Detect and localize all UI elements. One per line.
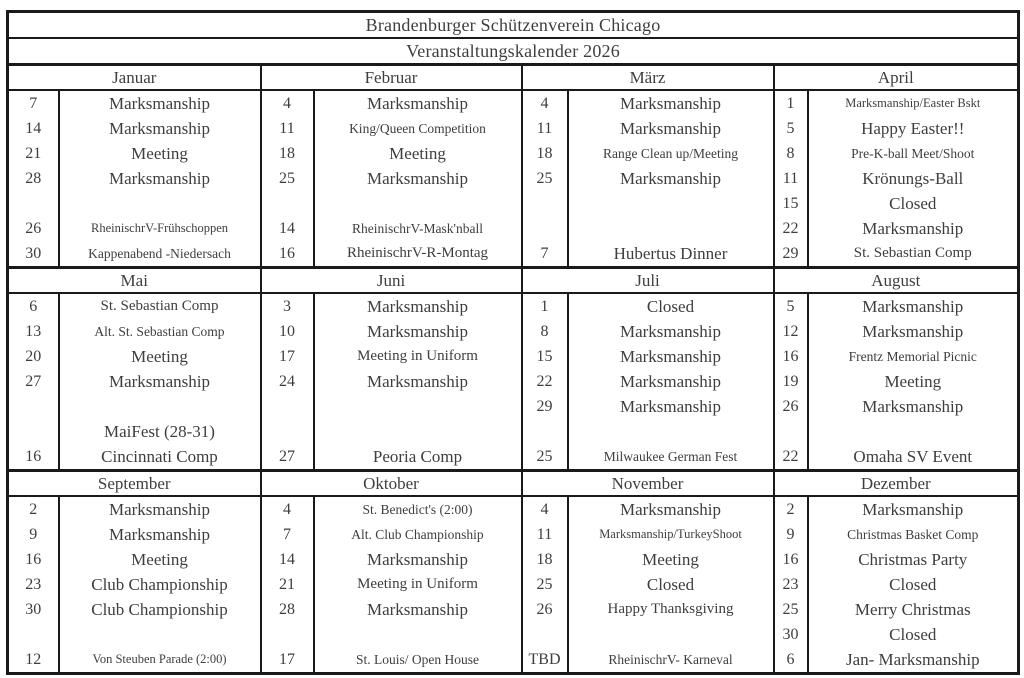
date-cell: 20 [8,344,59,369]
calendar-row [8,622,1019,647]
date-cell: 14 [8,116,59,141]
event-cell: Marksmanship [568,90,774,116]
date-cell: 3 [261,293,314,319]
date-cell: 15 [522,344,568,369]
date-cell: 23 [774,572,808,597]
date-cell: 14 [261,547,314,572]
event-cell: Marksmanship [808,394,1019,419]
event-cell: Marksmanship [314,369,522,394]
calendar-row [8,496,1019,522]
calendar-row [8,597,1019,622]
event-cell: Marksmanship [314,597,522,622]
date-cell [8,419,59,444]
date-cell: 5 [774,116,808,141]
date-cell: 21 [8,141,59,166]
event-cell: Closed [808,572,1019,597]
calendar-row [8,419,1019,444]
month-header-row [8,471,1019,497]
calendar-row [8,166,1019,191]
event-cell: St. Sebastian Comp [808,241,1019,268]
month-header-10: November [522,471,774,497]
event-cell [568,216,774,241]
month-header-11: Dezember [774,471,1019,497]
event-cell: Meeting [59,344,261,369]
event-cell: King/Queen Competition [314,116,522,141]
date-cell [8,394,59,419]
event-cell: Marksmanship [568,344,774,369]
event-cell: Happy Easter!! [808,116,1019,141]
date-cell: 25 [522,166,568,191]
date-cell [522,216,568,241]
date-cell: TBD [522,647,568,674]
date-cell: 30 [774,622,808,647]
date-cell: 16 [261,241,314,268]
month-header-1: Februar [261,65,522,91]
month-header-6: Juli [522,268,774,294]
date-cell: 6 [8,293,59,319]
date-cell: 25 [522,444,568,471]
calendar-table [6,10,1020,675]
date-cell: 26 [774,394,808,419]
calendar-row [8,241,1019,268]
date-cell: 9 [774,522,808,547]
date-cell: 21 [261,572,314,597]
event-cell [568,622,774,647]
date-cell: 1 [774,90,808,116]
calendar-row [8,547,1019,572]
date-cell: 29 [774,241,808,268]
month-header-5: Juni [261,268,522,294]
event-cell: Christmas Basket Comp [808,522,1019,547]
event-cell: Closed [808,191,1019,216]
subtitle-row [8,38,1019,65]
date-cell: 17 [261,647,314,674]
date-cell: 4 [522,496,568,522]
event-cell: RheinischrV-Mask'nball [314,216,522,241]
event-cell: Marksmanship [314,90,522,116]
event-cell: Closed [808,622,1019,647]
date-cell: 25 [261,166,314,191]
month-header-2: März [522,65,774,91]
event-cell: Marksmanship [59,116,261,141]
event-cell: Marksmanship [808,216,1019,241]
event-cell: Marksmanship [59,522,261,547]
date-cell [522,622,568,647]
title-row [8,12,1019,39]
date-cell: 12 [8,647,59,674]
event-cell: Christmas Party [808,547,1019,572]
month-header-4: Mai [8,268,261,294]
date-cell: 4 [261,90,314,116]
event-cell: Marksmanship/TurkeyShoot [568,522,774,547]
date-cell: 11 [774,166,808,191]
month-header-0: Januar [8,65,261,91]
calendar-row [8,141,1019,166]
event-cell: Jan- Marksmanship [808,647,1019,674]
event-cell [59,622,261,647]
date-cell: 7 [522,241,568,268]
month-header-row [8,268,1019,294]
calendar-row [8,216,1019,241]
event-cell [314,419,522,444]
event-cell: Marksmanship [568,394,774,419]
date-cell: 22 [522,369,568,394]
date-cell: 9 [8,522,59,547]
date-cell: 2 [774,496,808,522]
event-cell: Club Championship [59,597,261,622]
date-cell: 26 [8,216,59,241]
event-cell: Meeting [568,547,774,572]
date-cell: 18 [522,547,568,572]
event-cell: Marksmanship [568,369,774,394]
event-cell: MaiFest (28-31) [59,419,261,444]
date-cell: 8 [522,319,568,344]
date-cell: 28 [261,597,314,622]
date-cell: 11 [261,116,314,141]
date-cell: 22 [774,216,808,241]
date-cell: 7 [261,522,314,547]
event-cell: Omaha SV Event [808,444,1019,471]
date-cell: 27 [8,369,59,394]
calendar-row [8,572,1019,597]
event-cell: Meeting [314,141,522,166]
event-cell: Meeting [59,141,261,166]
event-cell: Kappenabend -Niedersach [59,241,261,268]
date-cell: 17 [261,344,314,369]
event-cell: Von Steuben Parade (2:00) [59,647,261,674]
date-cell: 10 [261,319,314,344]
date-cell: 19 [774,369,808,394]
date-cell: 29 [522,394,568,419]
event-cell [314,622,522,647]
date-cell: 27 [261,444,314,471]
event-cell: St. Sebastian Comp [59,293,261,319]
calendar-row [8,647,1019,674]
event-cell: Marksmanship [808,496,1019,522]
event-cell: Alt. St. Sebastian Comp [59,319,261,344]
event-cell [59,394,261,419]
event-cell: RheinischrV-Frühschoppen [59,216,261,241]
event-cell: Marksmanship [568,166,774,191]
date-cell: 7 [8,90,59,116]
date-cell: 25 [522,572,568,597]
event-cell: Merry Christmas [808,597,1019,622]
event-cell: Marksmanship [808,319,1019,344]
calendar-title: Brandenburger Schützenverein Chicago [8,12,1019,39]
date-cell: 16 [774,344,808,369]
event-cell: Peoria Comp [314,444,522,471]
date-cell: 16 [8,444,59,471]
event-cell: Marksmanship [568,496,774,522]
event-cell: Meeting in Uniform [314,344,522,369]
event-cell: Marksmanship [808,293,1019,319]
date-cell: 23 [8,572,59,597]
date-cell: 18 [261,141,314,166]
date-cell: 18 [522,141,568,166]
event-cell: Marksmanship [568,116,774,141]
event-cell: Marksmanship [314,547,522,572]
event-cell: Frentz Memorial Picnic [808,344,1019,369]
event-cell: Meeting in Uniform [314,572,522,597]
month-header-7: August [774,268,1019,294]
event-cell: Happy Thanksgiving [568,597,774,622]
date-cell [522,191,568,216]
event-cell: Club Championship [59,572,261,597]
calendar-row [8,444,1019,471]
date-cell [8,622,59,647]
date-cell: 14 [261,216,314,241]
date-cell: 15 [774,191,808,216]
event-cell: Krönungs-Ball [808,166,1019,191]
event-cell: Marksmanship [59,166,261,191]
calendar-subtitle: Veranstaltungskalender 2026 [8,38,1019,65]
event-cell: Marksmanship [59,496,261,522]
event-cell: Closed [568,572,774,597]
event-cell: Marksmanship [59,369,261,394]
date-cell [261,419,314,444]
calendar-row [8,344,1019,369]
date-cell [774,419,808,444]
event-cell [808,419,1019,444]
month-header-8: September [8,471,261,497]
date-cell: 24 [261,369,314,394]
date-cell [261,191,314,216]
event-cell: St. Benedict's (2:00) [314,496,522,522]
date-cell: 4 [261,496,314,522]
date-cell [522,419,568,444]
event-cell [568,419,774,444]
event-cell: Meeting [59,547,261,572]
month-header-9: Oktober [261,471,522,497]
event-cell: Marksmanship [314,293,522,319]
calendar-row [8,116,1019,141]
event-cell: Marksmanship [568,319,774,344]
date-cell: 30 [8,597,59,622]
date-cell [8,191,59,216]
event-cell: Meeting [808,369,1019,394]
event-cell: Marksmanship/Easter Bskt [808,90,1019,116]
date-cell: 2 [8,496,59,522]
event-cell: Hubertus Dinner [568,241,774,268]
event-cell [59,191,261,216]
calendar-row [8,319,1019,344]
event-cell: Marksmanship [314,166,522,191]
date-cell: 4 [522,90,568,116]
date-cell: 5 [774,293,808,319]
event-cell: RheinischrV-R-Montag [314,241,522,268]
date-cell: 6 [774,647,808,674]
event-cell: Range Clean up/Meeting [568,141,774,166]
event-cell: St. Louis/ Open House [314,647,522,674]
date-cell: 11 [522,116,568,141]
month-header-3: April [774,65,1019,91]
calendar-row [8,369,1019,394]
calendar-row [8,293,1019,319]
date-cell: 11 [522,522,568,547]
date-cell: 30 [8,241,59,268]
calendar-row [8,394,1019,419]
month-header-row [8,65,1019,91]
event-cell: Milwaukee German Fest [568,444,774,471]
event-cell [568,191,774,216]
event-cell: Pre-K-ball Meet/Shoot [808,141,1019,166]
date-cell: 25 [774,597,808,622]
event-cell: Marksmanship [59,90,261,116]
date-cell: 16 [774,547,808,572]
date-cell: 22 [774,444,808,471]
calendar-row [8,522,1019,547]
date-cell: 12 [774,319,808,344]
date-cell: 26 [522,597,568,622]
event-cell [314,394,522,419]
event-cell: Alt. Club Championship [314,522,522,547]
date-cell: 28 [8,166,59,191]
date-cell: 16 [8,547,59,572]
event-cell: RheinischrV- Karneval [568,647,774,674]
calendar-row [8,90,1019,116]
date-cell: 1 [522,293,568,319]
date-cell [261,622,314,647]
date-cell: 13 [8,319,59,344]
calendar-row [8,191,1019,216]
date-cell [261,394,314,419]
date-cell: 8 [774,141,808,166]
event-cell: Cincinnati Comp [59,444,261,471]
event-cell: Closed [568,293,774,319]
event-cell: Marksmanship [314,319,522,344]
event-cell [314,191,522,216]
